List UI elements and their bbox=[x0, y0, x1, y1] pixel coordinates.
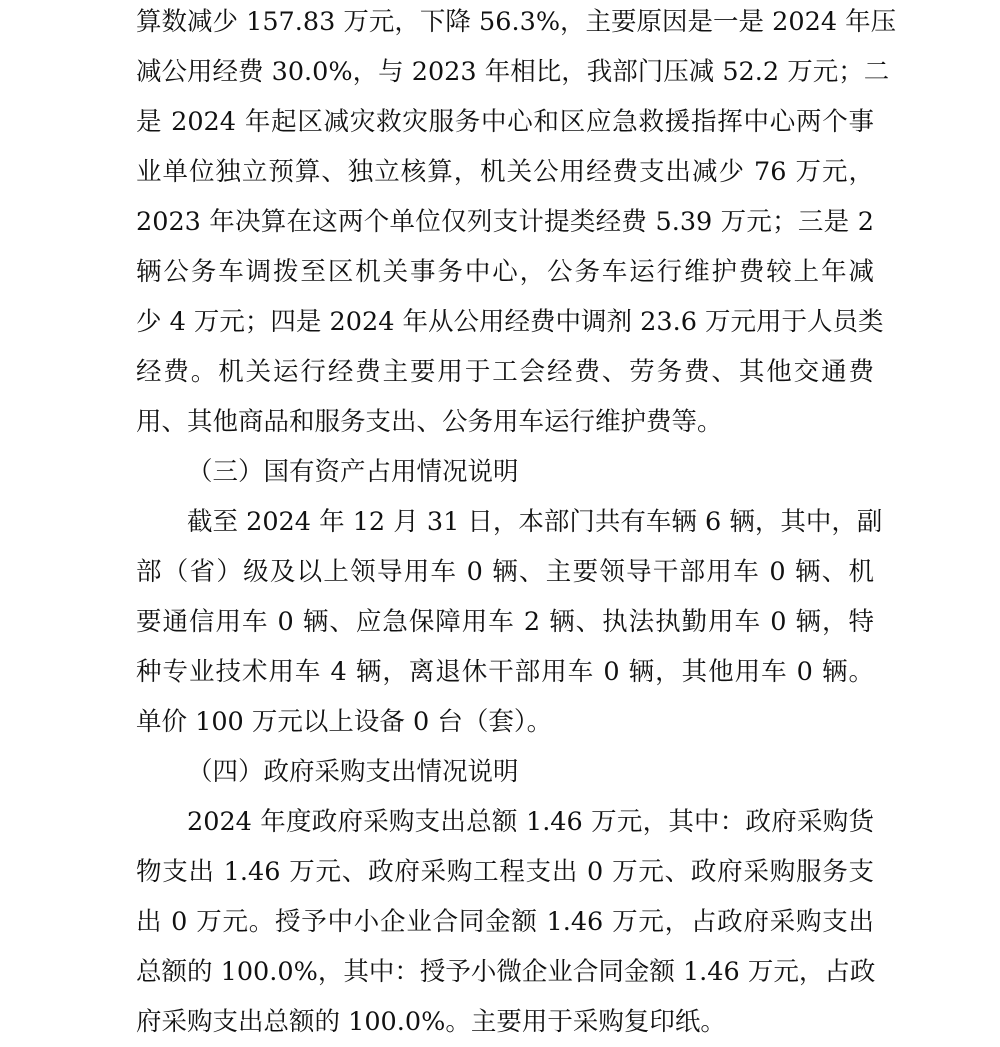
paragraph-line: 是 2024 年起区减灾救灾服务中心和区应急救援指挥中心两个事 bbox=[136, 107, 874, 137]
paragraph-line: 府采购支出总额的 100.0%。主要用于采购复印纸。 bbox=[136, 1007, 726, 1037]
paragraph-line: 部（省）级及以上领导用车 0 辆、主要领导干部用车 0 辆、机 bbox=[136, 557, 874, 587]
paragraph-line: 种专业技术用车 4 辆，离退休干部用车 0 辆，其他用车 0 辆。 bbox=[136, 657, 874, 687]
paragraph-line: 算数减少 157.83 万元，下降 56.3%，主要原因是一是 2024 年压 bbox=[136, 7, 897, 37]
paragraph-line: 总额的 100.0%，其中：授予小微企业合同金额 1.46 万元，占政 bbox=[136, 957, 876, 987]
section-heading-procurement: （四）政府采购支出情况说明 bbox=[187, 757, 519, 787]
paragraph-line: 2023 年决算在这两个单位仅列支计提类经费 5.39 万元；三是 2 bbox=[136, 207, 874, 237]
paragraph-line: 业单位独立预算、独立核算，机关公用经费支出减少 76 万元， bbox=[136, 157, 874, 187]
paragraph-line: 要通信用车 0 辆、应急保障用车 2 辆、执法执勤用车 0 辆，特 bbox=[136, 607, 874, 637]
paragraph-line: 辆公务车调拨至区机关事务中心，公务车运行维护费较上年减 bbox=[136, 257, 874, 287]
paragraph-line: 减公用经费 30.0%，与 2023 年相比，我部门压减 52.2 万元；二 bbox=[136, 57, 890, 87]
paragraph-line: 2024 年度政府采购支出总额 1.46 万元，其中：政府采购货 bbox=[187, 807, 874, 837]
paragraph-line: 截至 2024 年 12 月 31 日，本部门共有车辆 6 辆，其中，副 bbox=[187, 507, 883, 537]
paragraph-line: 经费。机关运行经费主要用于工会经费、劳务费、其他交通费 bbox=[136, 357, 874, 387]
paragraph-line: 单价 100 万元以上设备 0 台（套）。 bbox=[136, 707, 553, 737]
section-heading-assets: （三）国有资产占用情况说明 bbox=[187, 457, 519, 487]
paragraph-line: 物支出 1.46 万元、政府采购工程支出 0 万元、政府采购服务支 bbox=[136, 857, 874, 887]
paragraph-line: 出 0 万元。授予中小企业合同金额 1.46 万元，占政府采购支出 bbox=[136, 907, 874, 937]
paragraph-line: 少 4 万元；四是 2024 年从公用经费中调剂 23.6 万元用于人员类 bbox=[136, 307, 884, 337]
paragraph-line: 用、其他商品和服务支出、公务用车运行维护费等。 bbox=[136, 407, 723, 437]
